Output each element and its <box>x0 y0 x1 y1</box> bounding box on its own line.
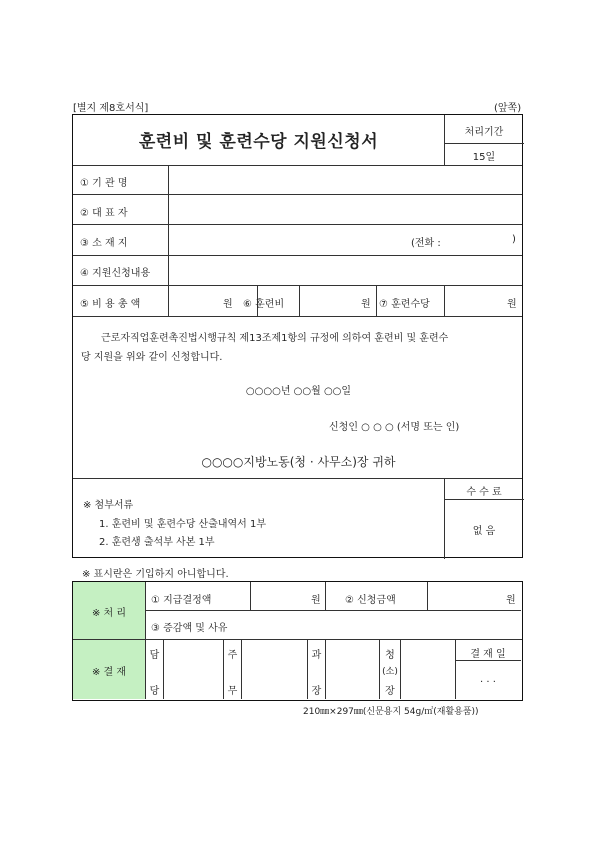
decided-amount-won: 원 <box>311 595 321 606</box>
office-use-table <box>72 581 523 701</box>
recipient-line: ○○○○지방노동(청 · 사무소)장 귀하 <box>201 455 396 469</box>
fee-label: 수 수 료 <box>466 487 502 498</box>
process-label: ※ 처 리 <box>91 608 127 619</box>
application-date: ○○○○년 ○○월 ○○일 <box>245 386 352 397</box>
office-use-note: ※ 표시란은 기입하지 아니합니다. <box>82 569 229 580</box>
allowance-label: ⑦ 훈련수당 <box>379 299 430 310</box>
representative-label: ② 대 표 자 <box>80 208 128 219</box>
allowance-won: 원 <box>507 299 517 310</box>
page-side-label: (앞쪽) <box>494 103 522 114</box>
approval-jang: 장 <box>311 686 322 697</box>
approval-date-label: 결 재 일 <box>470 649 506 660</box>
approval-mu: 무 <box>227 686 238 697</box>
approval-dang: 당 <box>149 686 160 697</box>
phone-close: ) <box>512 234 516 245</box>
attachment-item-2: 2. 훈련생 출석부 사본 1부 <box>99 537 215 548</box>
fee-value: 없 음 <box>472 526 496 537</box>
attachments-title: ※ 첨부서류 <box>83 500 134 511</box>
approval-label: ※ 결 재 <box>91 667 127 678</box>
application-form <box>72 114 523 558</box>
content-label: ④ 지원신청내용 <box>80 268 151 279</box>
processing-period-value: 15일 <box>472 152 496 163</box>
training-cost-won: 원 <box>361 299 371 310</box>
form-number: [별지 제8호서식] <box>73 103 149 114</box>
approval-dam: 담 <box>149 650 160 661</box>
paper-spec-footer: 210㎜×297㎜(신문용지 54g/㎡(재활용품)) <box>303 707 479 717</box>
approval-so: (소) <box>382 667 398 677</box>
difference-reason-label: ③ 증감액 및 사유 <box>151 623 228 634</box>
processing-period-label: 처리기간 <box>464 127 504 138</box>
approval-jang-2: 장 <box>385 686 395 697</box>
content-field[interactable] <box>169 256 523 284</box>
representative-field[interactable] <box>169 195 523 223</box>
phone-label: (전화 : <box>411 238 441 249</box>
applicant-signature: 신청인 ○ ○ ○ (서명 또는 인) <box>329 422 460 433</box>
requested-amount-won: 원 <box>506 595 516 606</box>
requested-amount-label: ② 신청금액 <box>345 595 396 606</box>
approval-cheong: 청 <box>385 650 395 661</box>
decided-amount-label: ① 지급결정액 <box>151 595 212 606</box>
approval-date-dots: · · · <box>480 677 496 688</box>
statement-line-2: 당 지원을 위와 같이 신청합니다. <box>81 352 223 363</box>
training-cost-label: ⑥ 훈련비 <box>243 299 285 310</box>
location-field[interactable] <box>169 225 523 254</box>
total-cost-won: 원 <box>223 299 233 310</box>
total-cost-label: ⑤ 비 용 총 액 <box>80 299 141 310</box>
form-title: 훈련비 및 훈련수당 지원신청서 <box>138 132 379 152</box>
statement-line-1: 근로자직업훈련촉진법시행규칙 제13조제1항의 규정에 의하여 훈련비 및 훈련수 <box>101 333 449 344</box>
attachment-item-1: 1. 훈련비 및 훈련수당 산출내역서 1부 <box>99 519 267 530</box>
org-name-label: ① 기 관 명 <box>80 178 128 189</box>
location-label: ③ 소 재 지 <box>80 238 128 249</box>
org-name-field[interactable] <box>169 166 523 193</box>
approval-ju: 주 <box>227 650 238 661</box>
approval-gwa: 과 <box>311 650 322 661</box>
